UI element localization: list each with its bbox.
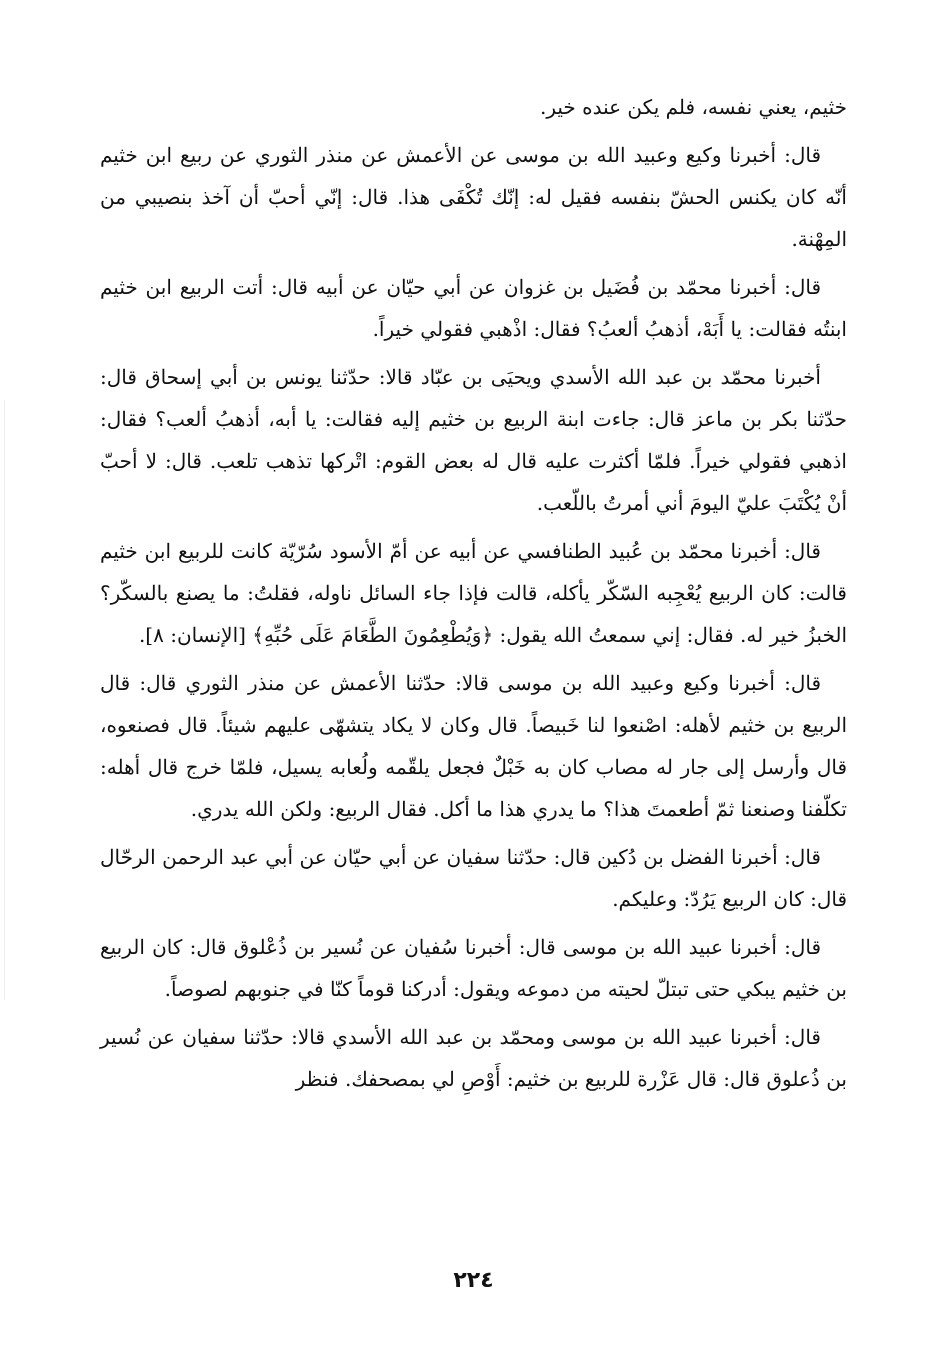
page-number: ٢٢٤ <box>453 1268 494 1293</box>
paragraph-2: قال: أخبرنا وكيع وعبيد الله بن موسى عن الأعمش عن منذر الثوري عن ربيع ابن خثيم أنّه كان يكنس الحشّ بنفسه فقيل له: إنّك تُكْفَى هذا. قال: إنّي أحبّ أن آخذ بنصيبي من المِهْنة. <box>100 143 847 251</box>
paragraph-7: قال: أخبرنا الفضل بن دُكين قال: حدّثنا سفيان عن أبي حيّان عن أبي عبد الرحمن الرحّال قال: كان الربيع يَرُدّ: وعليكم. <box>100 845 847 911</box>
paragraph-4: أخبرنا محمّد بن عبد الله الأسدي ويحيَى بن عبّاد قالا: حدّثنا يونس بن أبي إسحاق قال: حدّثنا بكر بن ماعز قال: جاءت ابنة الربيع بن خثيم إليه فقالت: يا أبه، أذهبُ ألعب؟ فقال: اذهبي فقولي خيراً. فلمّا أكثرت عليه قال له بعض القوم: اتْركها تذهب تلعب. قال: لا أحبّ أنْ يُكْتَبَ عليّ اليومَ أني أمرتُ باللّعب. <box>100 365 847 515</box>
paragraph-6: قال: أخبرنا وكيع وعبيد الله بن موسى قالا: حدّثنا الأعمش عن منذر الثوري قال: قال الربيع بن خثيم لأهله: اصْنعوا لنا خَبيصاً. قال وكان لا يكاد يتشهّى عليهم شيئاً. قال فصنعوه، قال وأرسل إلى جار له مصاب كان به خَبْلٌ فجعل يلقّمه ولُعابه يسيل، فلمّا خرج قال أهله: تكلّفنا وصنعنا ثمّ أطعمتَ هذا؟ ما يدري هذا ما أكل. فقال الربيع: ولكن الله يدري. <box>100 671 847 821</box>
paragraph-3: قال: أخبرنا محمّد بن فُضَيل بن غزوان عن أبي حيّان عن أبيه قال: أتت الربيع ابن خثيم ابنتُه فقالت: يا أَبَهْ، أذهبُ ألعبُ؟ فقال: اذْهبي فقولي خيراً. <box>100 275 847 341</box>
page-body-text <box>100 86 847 1106</box>
paragraph-1: خثيم، يعني نفسه، فلم يكن عنده خير. <box>539 95 847 119</box>
paragraph-8: قال: أخبرنا عبيد الله بن موسى قال: أخبرنا سُفيان عن نُسير بن ذُعْلوق قال: كان الربيع بن خثيم يبكي حتى تبتلّ لحيته من دموعه ويقول: أدركنا قوماً كنّا في جنوبهم لصوصاً. <box>100 935 847 1001</box>
paragraph-9: قال: أخبرنا عبيد الله بن موسى ومحمّد بن عبد الله الأسدي قالا: حدّثنا سفيان عن نُسير بن ذُعلوق قال: قال عَزْرة للربيع بن خثيم: أَوْصِ لي بمصحفك. فنظر <box>100 1025 847 1091</box>
paragraph-5: قال: أخبرنا محمّد بن عُبيد الطنافسي عن أبيه عن أمّ الأسود سُرّيّة كانت للربيع ابن خثيم قالت: كان الربيع يُعْجِبه السّكّر يأكله، قالت فإذا جاء السائل ناوله، فقلتُ: ما يصنع بالسكّر؟ الخبزُ خير له. فقال: إني سمعتُ الله يقول: ﴿وَيُطْعِمُونَ الطَّعَامَ عَلَى حُبِّهِ﴾ [الإنسان: ٨]. <box>100 539 847 647</box>
scan-edge-line <box>4 400 5 1000</box>
